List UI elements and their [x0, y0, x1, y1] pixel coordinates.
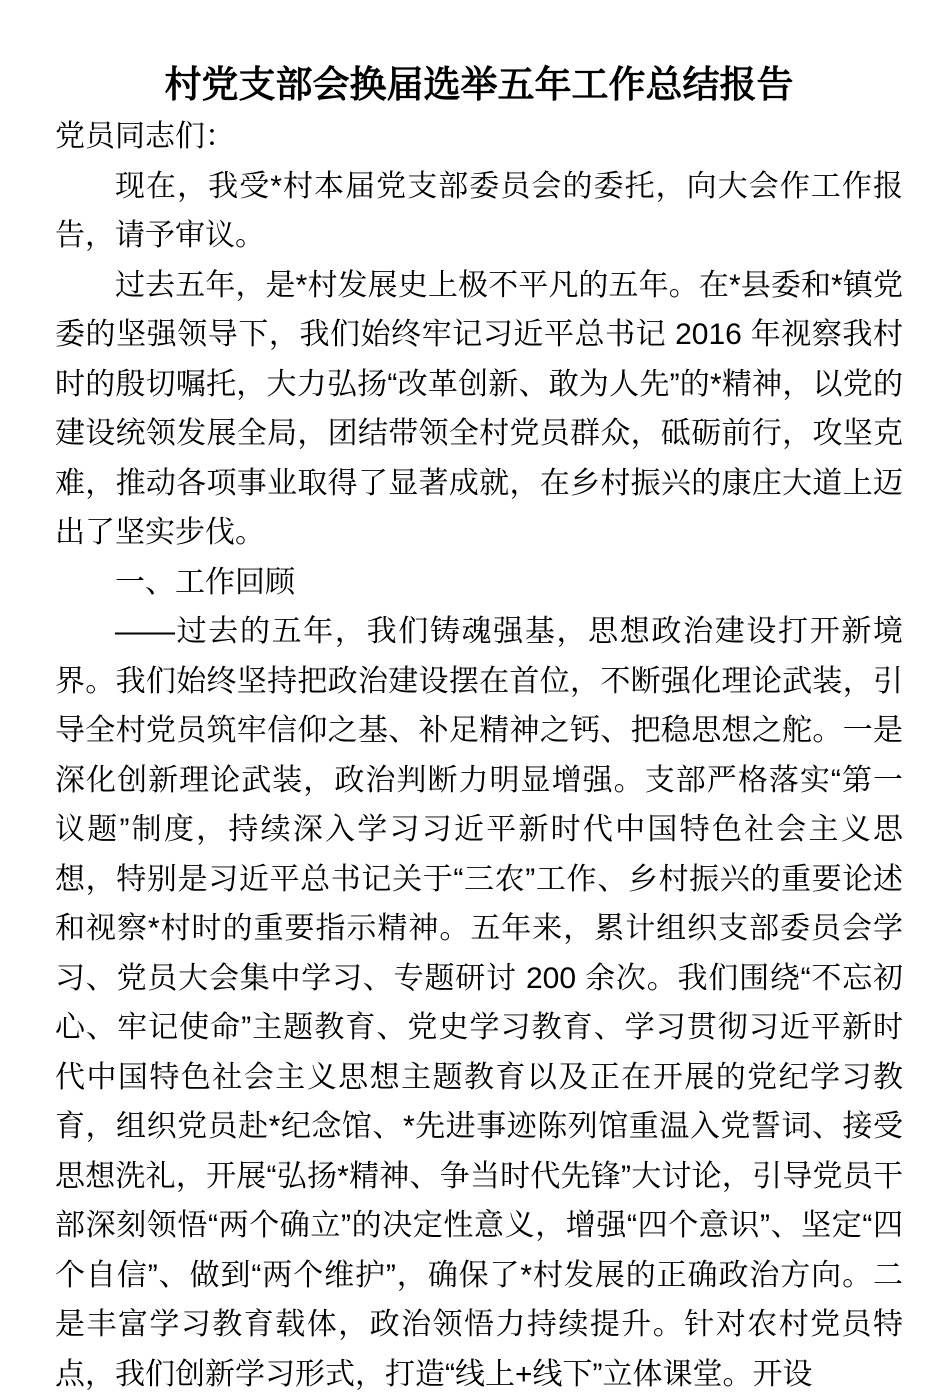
ideological-building-paragraph: ——过去的五年，我们铸魂强基，思想政治建设打开新境界。我们始终坚持把政治建设摆在首位，不断强化理论武装，引导全村党员筑牢信仰之基、补足精神之钙、把稳思想之舵。一是深化创新理论武装，政治判断力明显增强。支部严格落实“第一议题”制度，持续深入学习习近平新时代中国特色社会主义思想，特别是习近平总书记关于“三农”工作、乡村振兴的重要论述和视察*村时的重要指示精神。五年来，累计组织支部委员会学习、党员大会集中学习、专题研讨 200 余次。我们围绕“不忘初心、牢记使命”主题教育、党史学习教育、学习贯彻习近平新时代中国特色社会主义思想主题教育以及正在开展的党纪学习教育，组织党员赴*纪念馆、*先进事迹陈列馆重温入党誓词、接受思想洗礼，开展“弘扬*精神、争当时代先锋”大讨论，引导党员干部深刻领悟“两个确立”的决定性意义，增强“四个意识”、坚定“四个自信”、做到“两个维护”，确保了*村发展的正确政治方向。二是丰富学习教育载体，政治领悟力持续提升。针对农村党员特点，我们创新学习形式，打造“线上+线下”立体课堂。开设	[55, 615, 903, 1391]
greeting-paragraph: 党员同志们：	[55, 120, 235, 153]
section-heading-work-review: 一、工作回顾	[115, 565, 295, 599]
opening-paragraph: 现在，我受*村本届党支部委员会的委托，向大会作工作报告，请予审议。	[55, 169, 903, 252]
five-year-review-paragraph: 过去五年，是*村发展史上极不平凡的五年。在*县委和*镇党委的坚强领导下，我们始终牢记习近平总书记 2016 年视察我村时的殷切嘱托，大力弘扬“改革创新、敢为人先”的*精神，以党的建设统领发展全局，团结带领全村党员群众，砥砺前行，攻坚克难，推动各项事业取得了显著成就，在乡村振兴的康庄大道上迈出了坚实步伐。	[55, 268, 903, 549]
document-title: 村党支部会换届选举五年工作总结报告	[164, 64, 794, 105]
